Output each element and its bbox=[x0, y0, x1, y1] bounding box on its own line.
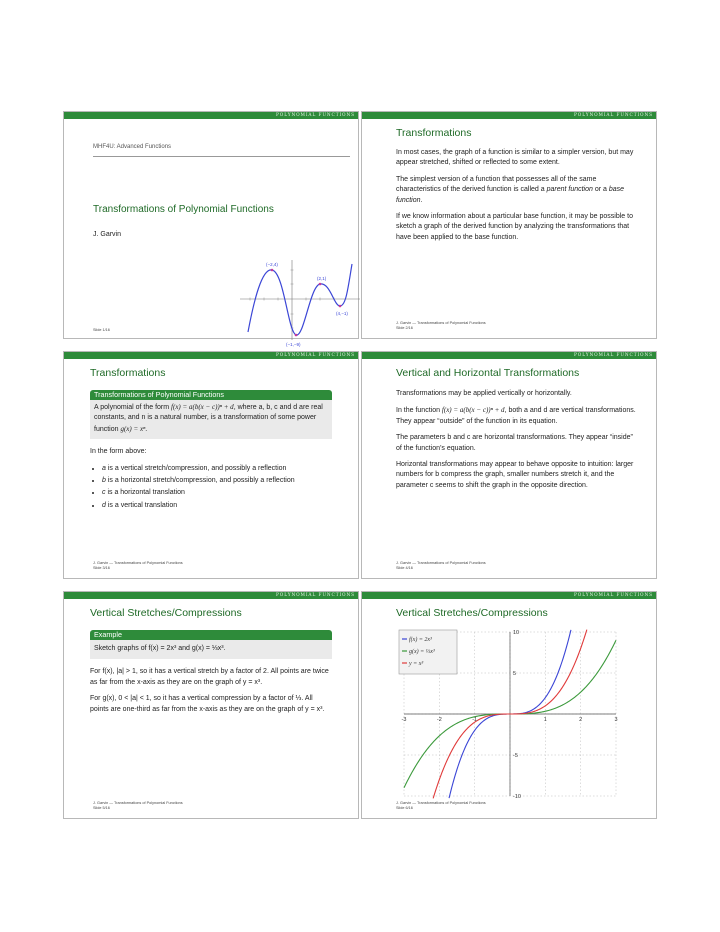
slide-body bbox=[396, 148, 636, 249]
list-item: • c is a horizontal translation bbox=[102, 488, 332, 498]
list-item: • b is a horizontal stretch/compression, and possibly a reflection bbox=[102, 476, 332, 486]
parameter-list bbox=[90, 464, 332, 512]
legend-label-g: g(x) = ⅓x³ bbox=[409, 649, 435, 655]
theorem-block bbox=[90, 390, 332, 439]
slide-number: Slide 6/16 bbox=[396, 806, 413, 810]
block-body: A polynomial of the form f(x) = a(b(x − c))ⁿ + d, where a, b, c and d are real constants, and n is a natural number, is a transformation of some power function g(x) = xⁿ. bbox=[90, 400, 332, 439]
slide-number: Slide 1/16 bbox=[93, 328, 110, 332]
point-label: (−1,−9) bbox=[286, 342, 301, 347]
x-tick-label: -3 bbox=[401, 717, 407, 723]
legend-label-y: y = x³ bbox=[409, 661, 424, 667]
slide-body bbox=[90, 390, 332, 513]
slide-6 bbox=[361, 591, 657, 819]
y-tick-label: 10 bbox=[513, 630, 520, 636]
x-tick-label: -2 bbox=[436, 717, 442, 723]
slide-number: Slide 3/16 bbox=[93, 566, 110, 570]
footer-text: J. Garvin — Transformations of Polynomial Functions bbox=[396, 801, 486, 805]
slide-number: Slide 4/16 bbox=[396, 566, 413, 570]
title-graph-curve bbox=[248, 264, 352, 335]
slide-5 bbox=[63, 591, 359, 819]
author: J. Garvin bbox=[93, 231, 122, 238]
slide-header-bar: POLYNOMIAL FUNCTIONS bbox=[64, 352, 358, 359]
paragraph: For g(x), 0 < |a| < 1, so it has a vertical compression by a factor of ⅓. All points are one-third as far from the x-axis as they are on the graph of y = x³. bbox=[90, 695, 325, 713]
paragraph: Horizontal transformations may appear to behave opposite to intuition: larger numbers for b compress the graph, smaller numbers stretch it, and the parameter c seems to shift the graph in the opposite direction. bbox=[396, 461, 634, 489]
slide-title: Vertical Stretches/Compressions bbox=[90, 607, 242, 619]
paragraph: In the form above: bbox=[90, 448, 147, 456]
slide-footer bbox=[93, 328, 110, 333]
slide-header-bar: POLYNOMIAL FUNCTIONS bbox=[64, 112, 358, 119]
slide-header-bar: POLYNOMIAL FUNCTIONS bbox=[362, 112, 656, 119]
slide-footer bbox=[396, 321, 486, 331]
paragraph: Transformations may be applied vertically or horizontally. bbox=[396, 390, 572, 397]
slide-header-bar: POLYNOMIAL FUNCTIONS bbox=[64, 592, 358, 599]
slide-footer bbox=[396, 561, 486, 571]
paragraph: In the function f(x) = a(b(x − c))ⁿ + d, both a and d are vertical transformations. They appear “outside” of the function in its equation. bbox=[396, 406, 636, 425]
footer-text: J. Garvin — Transformations of Polynomial Functions bbox=[396, 321, 486, 325]
x-tick-label: 3 bbox=[614, 717, 618, 723]
slide-footer bbox=[93, 561, 183, 571]
course-rule bbox=[93, 156, 350, 157]
slide-1 bbox=[63, 111, 359, 347]
title-graph bbox=[240, 260, 360, 350]
cubic-plot bbox=[396, 624, 626, 804]
slide-title: Vertical Stretches/Compressions bbox=[396, 607, 548, 619]
slide-title: Transformations bbox=[90, 367, 166, 379]
x-tick-label: 1 bbox=[543, 717, 547, 723]
slide-number: Slide 5/16 bbox=[93, 806, 110, 810]
point-label: (2,1) bbox=[317, 276, 327, 281]
paragraph: In most cases, the graph of a function is similar to a simpler version, but may appear stretched, shifted or reflected to some extent. bbox=[396, 149, 634, 167]
paragraph: The parameters b and c are horizontal transformations. They appear “inside” of the function’s equation. bbox=[396, 434, 633, 452]
slide-header-bar: POLYNOMIAL FUNCTIONS bbox=[362, 352, 656, 359]
footer-text: J. Garvin — Transformations of Polynomial Functions bbox=[396, 561, 486, 565]
paragraph: For f(x), |a| > 1, so it has a vertical stretch by a factor of 2. All points are twice as far from the x-axis as they are on the graph of y = x³. bbox=[90, 668, 329, 686]
slide-number: Slide 2/16 bbox=[396, 326, 413, 330]
point-label: (4,−1) bbox=[336, 311, 348, 316]
term-parent-function: parent function bbox=[546, 186, 593, 194]
slide-4 bbox=[361, 351, 657, 579]
slide-2 bbox=[361, 111, 657, 339]
legend-label-f: f(x) = 2x³ bbox=[409, 637, 432, 643]
slide-footer bbox=[396, 801, 486, 811]
paragraph: The simplest version of a function that possesses all of the same characteristics of the derived function is called a parent function or a base function. bbox=[396, 175, 625, 204]
list-item: • a is a vertical stretch/compression, and possibly a reflection bbox=[102, 464, 332, 474]
presentation-title: Transformations of Polynomial Functions bbox=[93, 204, 274, 215]
x-tick-label: 2 bbox=[579, 717, 583, 723]
slide-body bbox=[396, 389, 636, 497]
paragraph: If we know information about a particular base function, it may be possible to sketch a graph of the derived function by analyzing the transformations that have been applied to the base function. bbox=[396, 213, 633, 241]
plot-legend bbox=[399, 630, 457, 674]
footer-text: J. Garvin — Transformations of Polynomial Functions bbox=[93, 561, 183, 565]
footer-text: J. Garvin — Transformations of Polynomial Functions bbox=[93, 801, 183, 805]
y-tick-label: 5 bbox=[513, 671, 517, 677]
course-label: MHF4U: Advanced Functions bbox=[93, 144, 172, 150]
slide-header-bar: POLYNOMIAL FUNCTIONS bbox=[362, 592, 656, 599]
y-tick-label: -5 bbox=[513, 753, 518, 759]
slide-title: Transformations bbox=[396, 127, 472, 139]
block-title: Example bbox=[90, 630, 332, 640]
slide-3 bbox=[63, 351, 359, 579]
slide-footer bbox=[93, 801, 183, 811]
example-block bbox=[90, 630, 332, 659]
list-item: • d is a vertical translation bbox=[102, 501, 332, 511]
block-body: Sketch graphs of f(x) = 2x³ and g(x) = ⅓x³. bbox=[90, 640, 332, 659]
term-base-function: base function bbox=[396, 186, 625, 204]
block-title: Transformations of Polynomial Functions bbox=[90, 390, 332, 400]
x-tick-label: -1 bbox=[472, 717, 478, 723]
point-label: (−2,4) bbox=[266, 262, 278, 267]
y-tick-label: -10 bbox=[513, 794, 521, 800]
slide-title: Vertical and Horizontal Transformations bbox=[396, 367, 580, 379]
slide-body bbox=[90, 630, 332, 721]
